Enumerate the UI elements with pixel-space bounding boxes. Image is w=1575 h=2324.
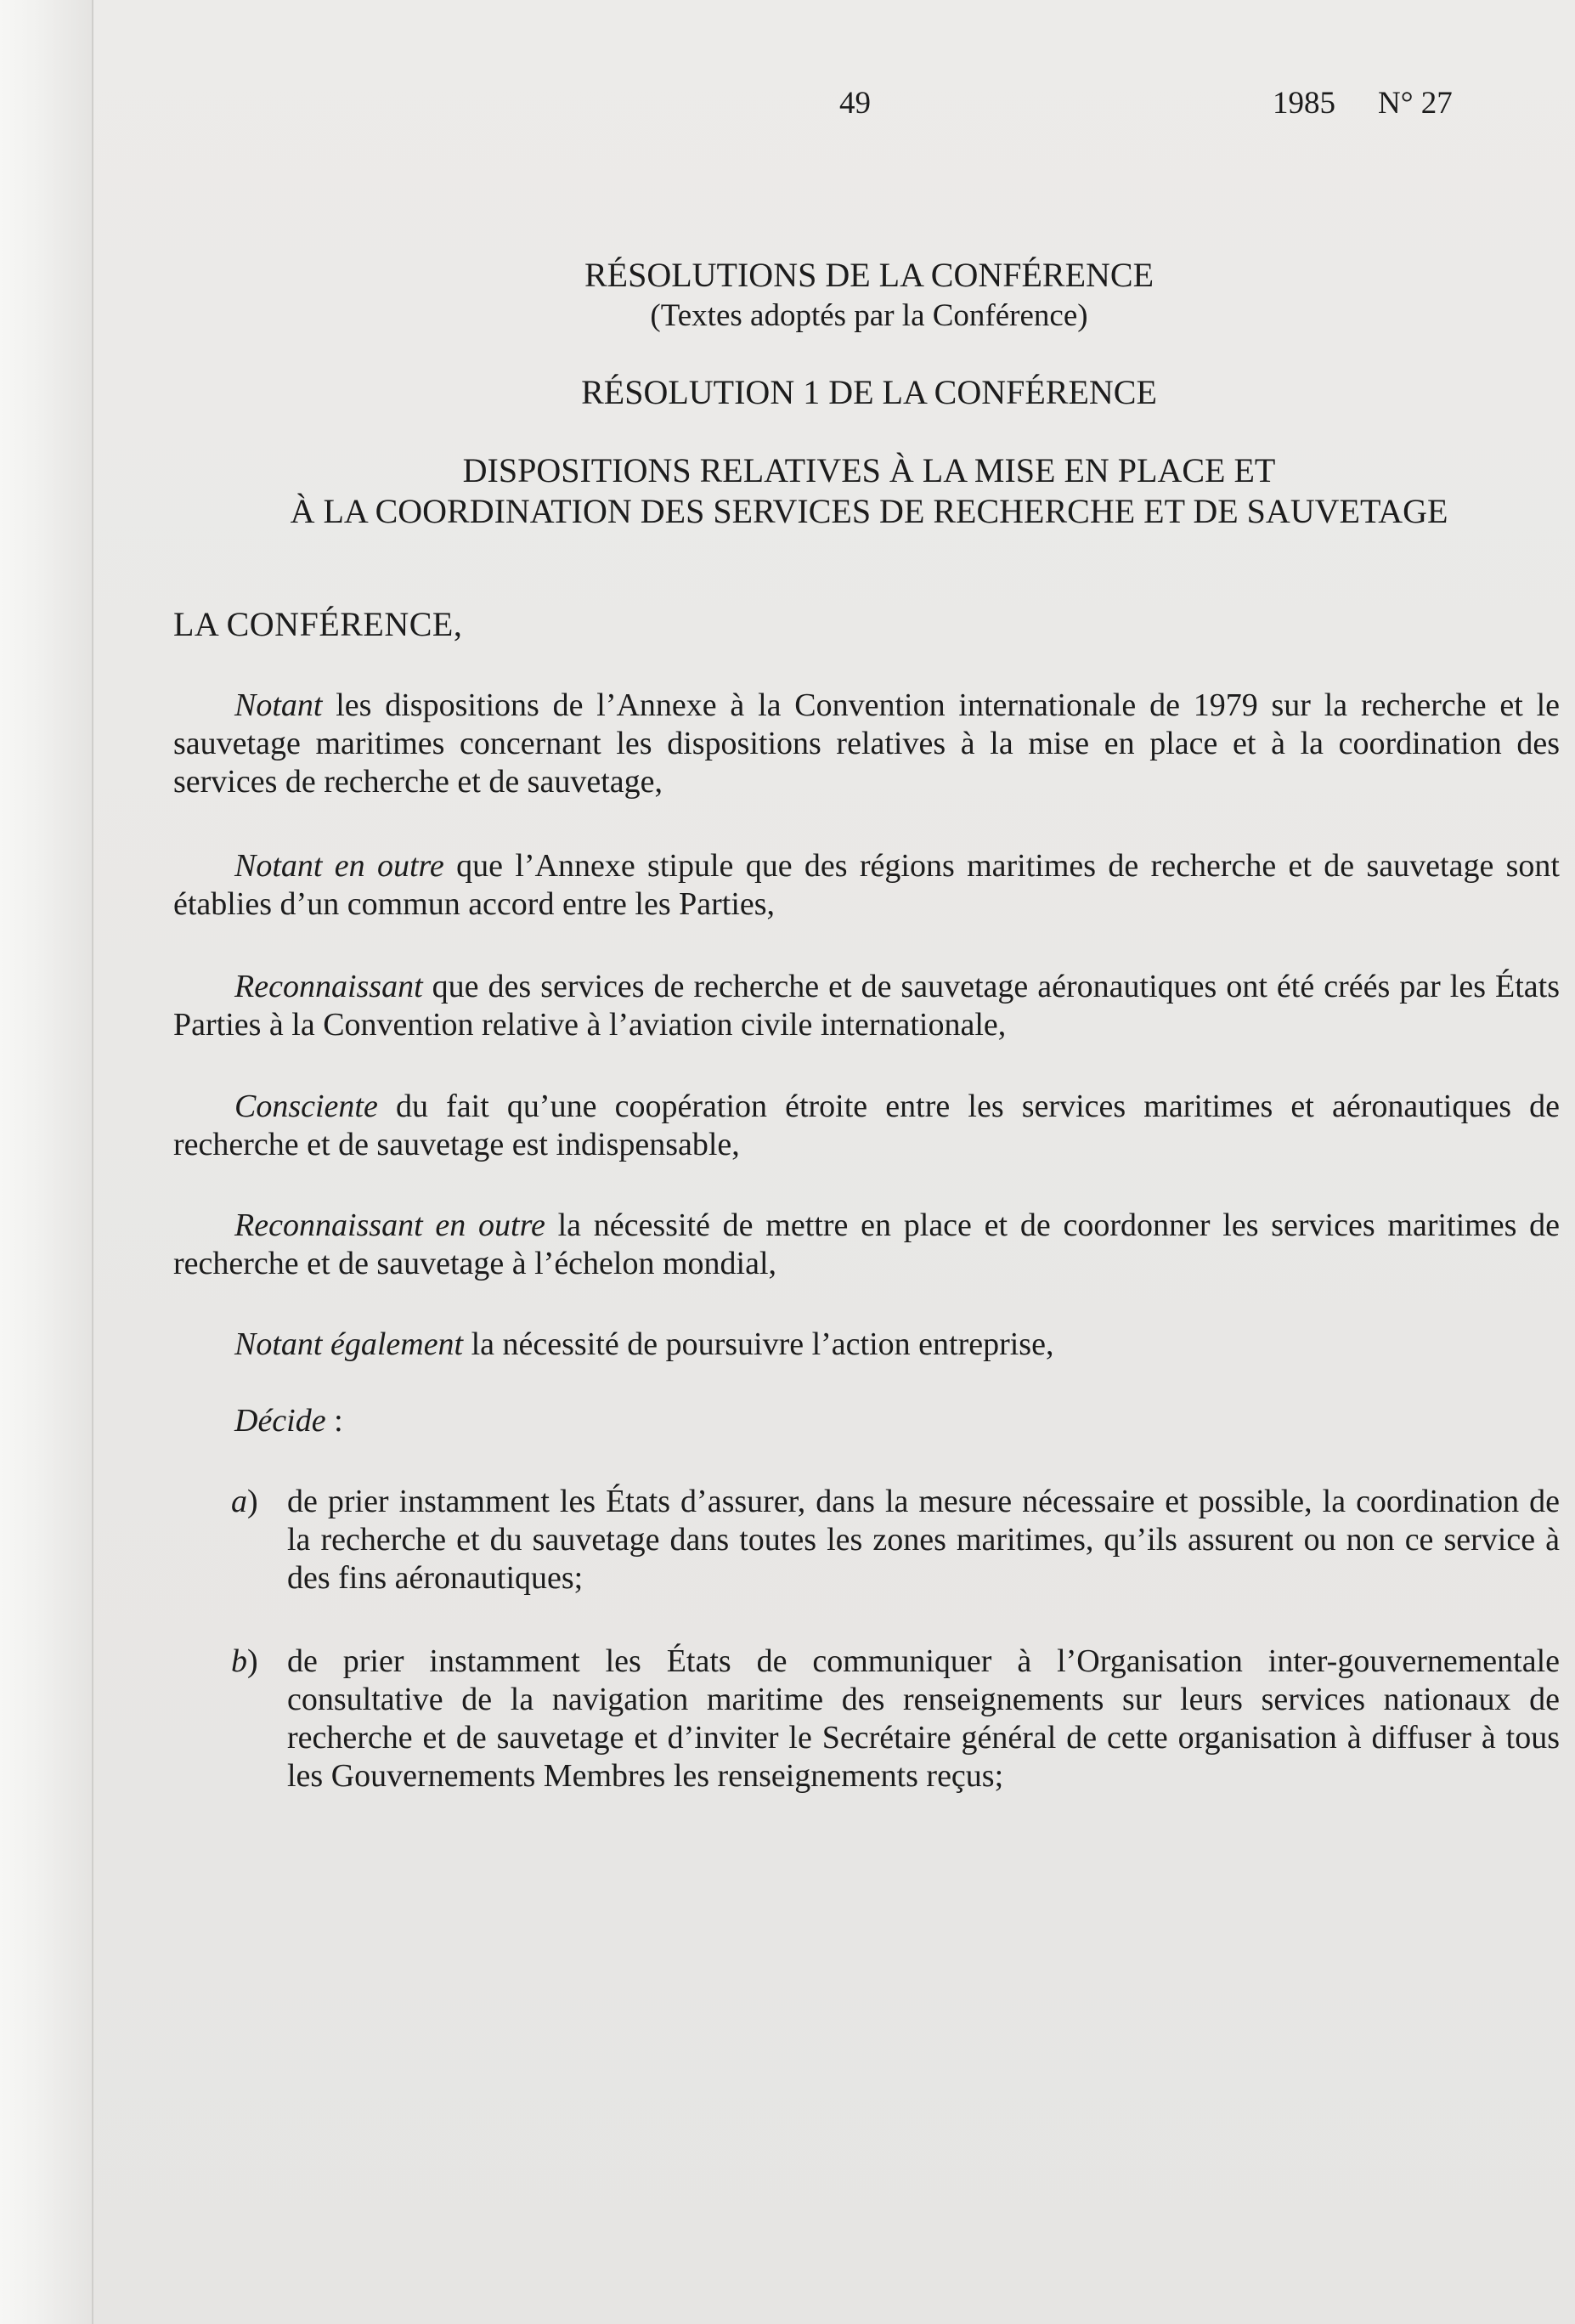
- item-text: de prier instamment les États d’assurer, dans la mesure nécessaire et possible, la coordination de la recherche et du sauvetage dans toutes les zones maritimes, qu’ils assurent ou non ce service à des fins aéronautiques;: [287, 1484, 1560, 1596]
- preamble-paragraph: [173, 968, 1560, 1044]
- page-number: 49: [839, 86, 871, 121]
- preamble-paragraph: [173, 687, 1560, 801]
- preamble-paragraph: [173, 1088, 1560, 1164]
- paragraph-lead: Reconnaissant: [234, 969, 423, 1004]
- paragraph-lead: Reconnaissant en outre: [234, 1207, 545, 1243]
- paragraph-text: les dispositions de l’Annexe à la Convention internationale de 1979 sur la recherche et le sauvetage maritimes concernant les dispositions relatives à la mise en place et à la coordination des services de recherche et de sauvetage,: [173, 687, 1560, 800]
- item-letter-char: a: [231, 1484, 247, 1519]
- resolution-subject-line-2: À LA COORDINATION DES SERVICES DE RECHERCHE ET DE SAUVETAGE: [290, 492, 1448, 530]
- paragraph-lead: Notant également: [234, 1326, 464, 1362]
- paragraph-text: la nécessité de poursuivre l’action entreprise,: [463, 1326, 1054, 1362]
- item-paren: ): [247, 1643, 258, 1679]
- binding-edge: [0, 0, 93, 2324]
- resolutions-title: RÉSOLUTIONS DE LA CONFÉRENCE: [584, 256, 1154, 294]
- preamble-paragraph: [173, 1207, 1560, 1283]
- item-letter: [231, 1483, 258, 1521]
- item-letter: [231, 1643, 258, 1681]
- preamble-paragraph: [173, 1326, 1560, 1364]
- decides-paragraph: [173, 1402, 1560, 1440]
- paragraph-lead: Notant: [234, 687, 323, 723]
- resolution-subject-line-1: DISPOSITIONS RELATIVES À LA MISE EN PLACE ET: [462, 451, 1276, 489]
- paragraph-lead: Notant en outre: [234, 848, 444, 884]
- header-year: 1985: [1273, 86, 1335, 121]
- adopted-texts-subtitle: (Textes adoptés par la Conférence): [650, 298, 1088, 333]
- paragraph-lead: Consciente: [234, 1088, 378, 1124]
- preamble-paragraph: [173, 847, 1560, 924]
- resolution-1-title: RÉSOLUTION 1 DE LA CONFÉRENCE: [581, 373, 1157, 411]
- item-text: de prier instamment les États de communiquer à l’Organisation inter-gouvernementale consultative de la navigation maritime des renseignements sur leurs services nationaux de recherche et de sauvetage et d’inviter le Secrétaire général de cette organisation à diffuser à tous les Gouvernements Membres les renseignements reçus;: [287, 1643, 1560, 1794]
- paragraph-text: la nécessité de mettre en place et de coordonner les services maritimes de recherche et de sauvetage à l’échelon mondial,: [173, 1207, 1560, 1281]
- paragraph-text: que des services de recherche et de sauvetage aéronautiques ont été créés par les États Parties à la Convention relative à l’aviation civile internationale,: [173, 969, 1560, 1043]
- paragraph-text: :: [325, 1403, 343, 1439]
- item-letter-char: b: [231, 1643, 247, 1679]
- item-paren: ): [247, 1484, 258, 1519]
- document-page: [93, 0, 1575, 2324]
- page-header: [93, 85, 1575, 127]
- paragraph-text: du fait qu’une coopération étroite entre les services maritimes et aéronautiques de recherche et de sauvetage est indispensable,: [173, 1088, 1560, 1162]
- conference-heading: LA CONFÉRENCE,: [173, 605, 463, 643]
- paragraph-lead: Décide: [234, 1403, 326, 1439]
- paragraph-text: que l’Annexe stipule que des régions maritimes de recherche et de sauvetage sont établies d’un commun accord entre les Parties,: [173, 848, 1560, 922]
- header-issue-number: N° 27: [1378, 86, 1453, 121]
